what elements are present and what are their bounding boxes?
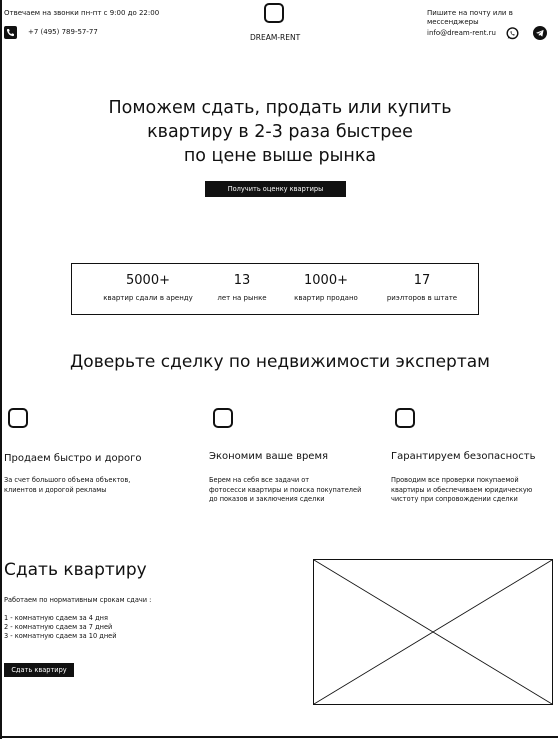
get-estimate-button[interactable]: Получить оценку квартиры <box>205 181 346 197</box>
feature-placeholder-icon <box>8 408 28 428</box>
feature-description-line: Берем на себя все задачи от <box>209 476 310 484</box>
feature-description-line: клиентов и дорогой рекламы <box>4 485 107 494</box>
list-item: 1 - комнатную сдаем за 4 дня <box>4 614 108 622</box>
stat-value: 5000+ <box>126 273 170 288</box>
phone-link[interactable]: +7 (495) 789-57-77 <box>28 28 98 36</box>
telegram-icon[interactable] <box>533 26 547 40</box>
stat-label: риэлторов в штате <box>386 294 458 302</box>
feature-description-line: Проводим все проверки покупаемой <box>391 476 519 484</box>
logo-placeholder-icon[interactable] <box>264 3 284 23</box>
rent-section-title: Сдать квартиру <box>4 560 147 580</box>
working-hours-text: Отвечаем на звонки пн-пт с 9:00 до 22:00 <box>4 9 160 17</box>
feature-description-line: квартиры и обеспечиваем юридическую <box>391 485 533 494</box>
rent-terms-list <box>4 614 117 641</box>
list-item: 2 - комнатную сдаем за 7 дней <box>4 623 113 631</box>
stat-value: 13 <box>233 273 251 288</box>
stat-value: 1000+ <box>304 273 348 288</box>
hero-title-line: по цене выше рынка <box>183 146 377 166</box>
whatsapp-icon[interactable] <box>506 27 519 40</box>
stat-item <box>288 273 364 303</box>
page-frame-bottom-border <box>0 736 558 738</box>
hero-title-line: квартиру в 2-3 раза быстрее <box>147 122 413 142</box>
feature-description <box>391 476 551 505</box>
phone-icon <box>4 26 17 39</box>
image-placeholder <box>313 559 553 705</box>
stat-item <box>207 273 277 303</box>
hero-title-line: Поможем сдать, продать или купить <box>108 98 452 118</box>
feature-title: Продаем быстро и дорого <box>4 453 142 464</box>
experts-section-title: Доверьте сделку по недвижимости экспертам <box>70 352 490 372</box>
stat-label: квартир продано <box>294 294 358 302</box>
list-item: 3 - комнатную сдаем за 10 дней <box>4 632 117 640</box>
stat-label: квартир сдали в аренду <box>103 294 193 302</box>
rent-apartment-button[interactable]: Сдать квартиру <box>4 663 74 677</box>
feature-description <box>4 476 174 495</box>
stat-value: 17 <box>413 273 431 288</box>
feature-placeholder-icon <box>213 408 233 428</box>
logo-text[interactable]: DREAM-RENT <box>250 33 301 42</box>
feature-description-line: чистоту при сопровождении сделки <box>391 495 518 503</box>
messenger-hint-text: Пишите на почту или в мессенджеры <box>427 9 513 26</box>
rent-intro-text: Работаем по нормативным срокам сдачи : <box>4 596 152 604</box>
stat-item <box>98 273 198 303</box>
stat-item <box>380 273 464 303</box>
feature-description-line: За счет большого объема объектов, <box>4 476 131 484</box>
feature-description-line: до показов и заключения сделки <box>209 495 325 503</box>
feature-description <box>209 476 384 505</box>
stat-label: лет на рынке <box>217 294 267 302</box>
page-frame-left-border <box>0 0 2 739</box>
hero-title <box>60 96 500 168</box>
feature-title: Гарантируем безопасность <box>391 451 536 462</box>
feature-description-line: фотосесси квартиры и поиска покупателей <box>209 485 362 494</box>
feature-title: Экономим ваше время <box>209 451 329 462</box>
feature-placeholder-icon <box>395 408 415 428</box>
email-link[interactable]: info@dream-rent.ru <box>427 29 496 37</box>
